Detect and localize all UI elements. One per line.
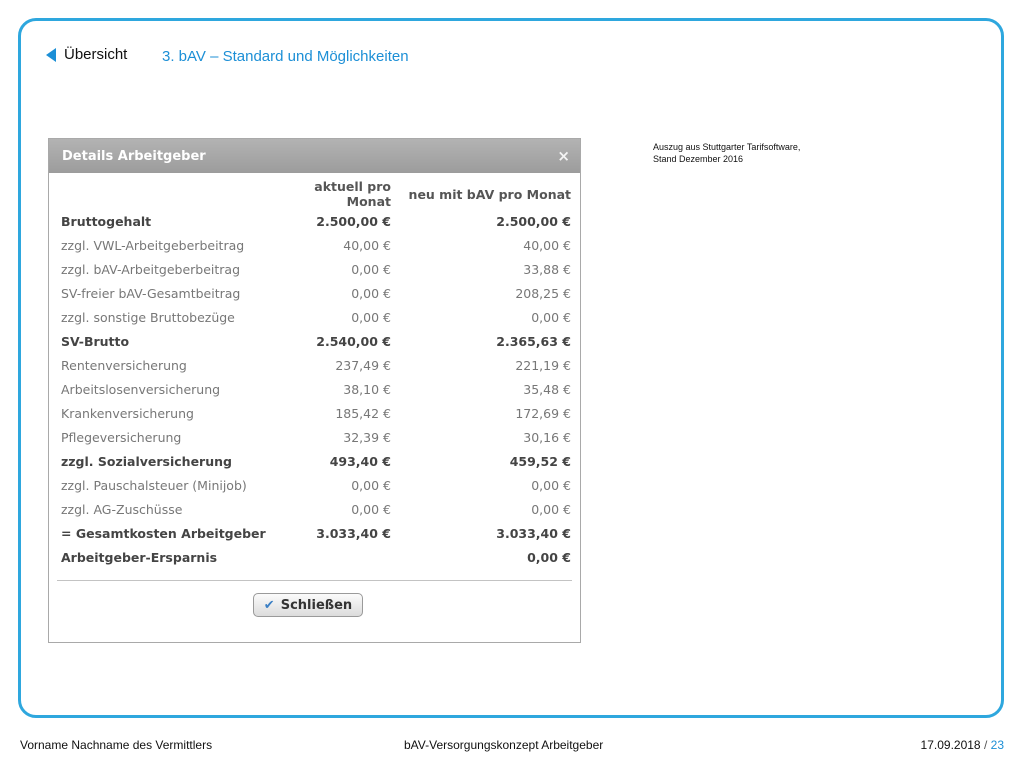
table-header-row (59, 179, 571, 209)
row-label: Pflegeversicherung (61, 429, 182, 445)
row-new-value: 221,19 € (515, 357, 571, 373)
row-new-value: 208,25 € (515, 285, 571, 301)
footer-date: 17.09.2018 (920, 738, 981, 752)
row-new-value: 172,69 € (515, 405, 571, 421)
row-new-value: 40,00 € (523, 237, 571, 253)
row-new-value: 2.500,00 € (496, 213, 571, 229)
table-row (59, 449, 571, 473)
overview-back-link[interactable] (46, 46, 127, 63)
footer-page-info (921, 738, 1004, 752)
row-current-value: 0,00 € (351, 309, 391, 325)
row-label: zzgl. Pauschalsteuer (Minijob) (61, 477, 247, 493)
row-label: = Gesamtkosten Arbeitgeber (61, 525, 266, 541)
close-button[interactable] (253, 593, 363, 617)
row-current-value: 3.033,40 € (316, 525, 391, 541)
page-number: 23 (990, 738, 1004, 752)
row-label: zzgl. AG-Zuschüsse (61, 501, 183, 517)
row-label: zzgl. Sozialversicherung (61, 453, 232, 469)
checkmark-icon: ✔ (263, 597, 275, 613)
row-new-value: 0,00 € (531, 477, 571, 493)
table-row (59, 425, 571, 449)
table-row (59, 353, 571, 377)
table-row (59, 233, 571, 257)
details-table (59, 179, 571, 569)
close-button-label: Schließen (280, 597, 353, 613)
table-row (59, 497, 571, 521)
close-icon[interactable]: × (557, 147, 570, 165)
table-row (59, 377, 571, 401)
row-label: Arbeitgeber-Ersparnis (61, 549, 218, 565)
triangle-left-icon (46, 48, 56, 62)
row-new-value: 459,52 € (509, 453, 571, 469)
row-label: Krankenversicherung (61, 405, 194, 421)
row-label: SV-Brutto (61, 333, 130, 349)
row-current-value: 493,40 € (329, 453, 391, 469)
table-row (59, 281, 571, 305)
footer-title: bAV-Versorgungskonzept Arbeitgeber (404, 738, 604, 752)
table-row (59, 473, 571, 497)
row-label: Arbeitslosenversicherung (61, 381, 221, 397)
table-row (59, 329, 571, 353)
divider (57, 580, 572, 581)
row-current-value: 0,00 € (351, 261, 391, 277)
source-note (653, 141, 800, 165)
row-current-value: 40,00 € (343, 237, 391, 253)
row-current-value: 2.500,00 € (316, 213, 391, 229)
row-label: zzgl. bAV-Arbeitgeberbeitrag (61, 261, 241, 277)
row-label: Bruttogehalt (61, 213, 152, 229)
dialog-header (49, 139, 580, 173)
row-new-value: 33,88 € (523, 261, 571, 277)
table-row (59, 305, 571, 329)
row-label: zzgl. VWL-Arbeitgeberbeitrag (61, 237, 245, 253)
details-dialog (48, 138, 581, 643)
row-current-value: 185,42 € (335, 405, 391, 421)
dialog-title: Details Arbeitgeber (62, 148, 206, 164)
source-note-line-2: Stand Dezember 2016 (653, 154, 744, 164)
row-new-value: 0,00 € (531, 501, 571, 517)
table-row (59, 545, 571, 569)
table-row (59, 521, 571, 545)
footer-separator: / (983, 738, 988, 752)
table-row (59, 209, 571, 233)
row-label: zzgl. sonstige Bruttobezüge (61, 309, 235, 325)
footer-author: Vorname Nachname des Vermittlers (20, 738, 213, 752)
row-current-value: 2.540,00 € (316, 333, 391, 349)
row-current-value: 0,00 € (351, 501, 391, 517)
row-new-value: 35,48 € (523, 381, 571, 397)
row-new-value: 3.033,40 € (496, 525, 571, 541)
row-label: SV-freier bAV-Gesamtbeitrag (61, 285, 241, 301)
table-row (59, 401, 571, 425)
table-row (59, 257, 571, 281)
row-label: Rentenversicherung (61, 357, 187, 373)
row-current-value: 237,49 € (335, 357, 391, 373)
overview-label: Übersicht (64, 46, 128, 63)
row-new-value: 0,00 € (531, 309, 571, 325)
row-current-value: 38,10 € (343, 381, 391, 397)
new-column-header: neu mit bAV pro Monat (408, 186, 571, 202)
row-new-value: 2.365,63 € (496, 333, 571, 349)
row-current-value: 0,00 € (351, 285, 391, 301)
page-title: 3. bAV – Standard und Möglichkeiten (162, 48, 409, 65)
row-current-value: 32,39 € (343, 429, 391, 445)
source-note-line-1: Auszug aus Stuttgarter Tarifsoftware, (653, 142, 801, 152)
row-current-value (281, 545, 391, 569)
current-column-header: aktuell pro Monat (314, 179, 391, 209)
row-new-value: 30,16 € (523, 429, 571, 445)
row-new-value: 0,00 € (527, 549, 571, 565)
label-column-header (59, 179, 281, 209)
row-current-value: 0,00 € (351, 477, 391, 493)
